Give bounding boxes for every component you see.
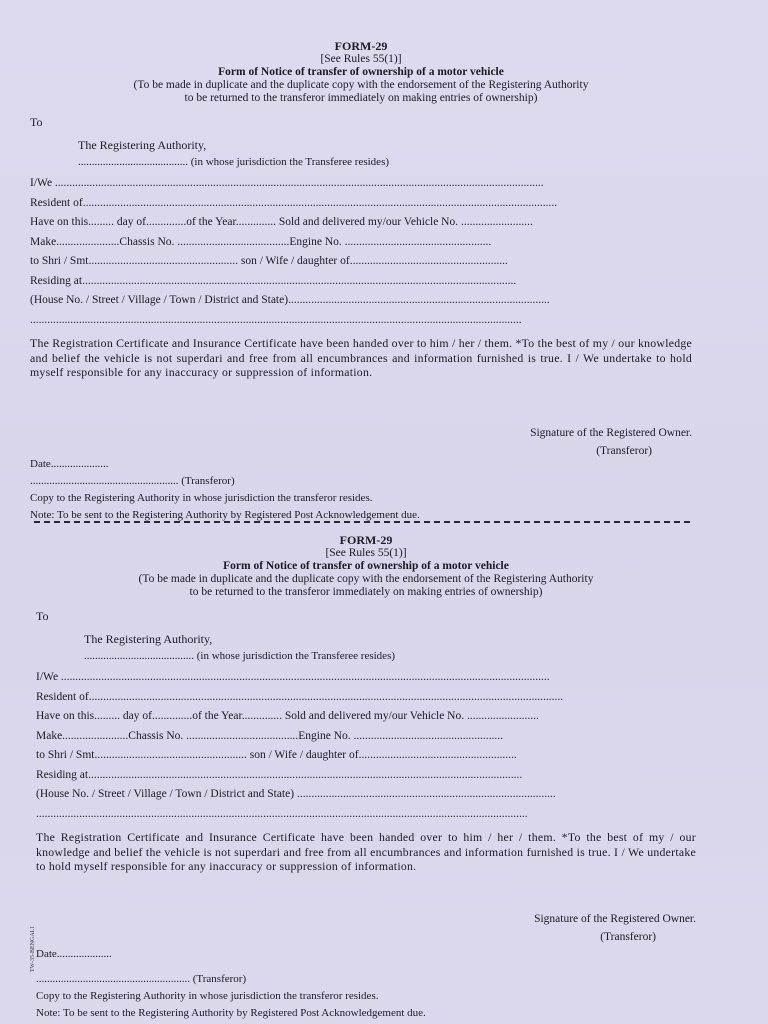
registering-authority: The Registering Authority, xyxy=(78,138,207,152)
transferor-signature-line: ...................................................... (Transferor) xyxy=(30,474,235,487)
iwe-field: I/We .......................................................................................................................................................................... xyxy=(30,177,544,189)
transferee-name-field: to Shri / Smt..................................................... son / Wife / daughter of....................................................... xyxy=(36,749,517,761)
sale-date-vehicle-field: Have on this......... day of..............of the Year.............. Sold and delivered my/our Vehicle No. ......................... xyxy=(30,216,533,228)
form-heading: Form of Notice of transfer of ownership of a motor vehicle xyxy=(218,66,504,78)
form-rules: [See Rules 55(1)] xyxy=(320,53,402,65)
jurisdiction-line: ........................................ (in whose jurisdiction the Transferee resides) xyxy=(84,650,396,662)
make-chassis-engine-field: Make......................Chassis No. .......................................Engine No. ................................................... xyxy=(30,235,492,248)
postal-note: Note: To be sent to the Registering Authority by Registered Post Acknowledgement due. xyxy=(36,1006,426,1019)
form-29-original xyxy=(30,40,692,524)
owner-signature-label: Signature of the Registered Owner. xyxy=(530,426,692,439)
print-code: TW-35-BENGALI xyxy=(30,926,36,972)
form-29-duplicate xyxy=(36,534,696,1022)
postal-note: Note: To be sent to the Registering Authority by Registered Post Acknowledgement due. xyxy=(30,508,420,521)
form-title: FORM-29 xyxy=(339,533,393,547)
transferor-label: (Transferor) xyxy=(596,444,652,457)
transferor-label: (Transferor) xyxy=(600,930,656,943)
form-subheading-line-1: (To be made in duplicate and the duplicate copy with the endorsement of the Registering Authority xyxy=(133,79,589,91)
to-label: To xyxy=(36,609,49,623)
transferee-name-field: to Shri / Smt.................................................... son / Wife / daughter of....................................................... xyxy=(30,255,508,267)
owner-signature-label: Signature of the Registered Owner. xyxy=(534,912,696,925)
address-continuation: ........................................................................................................................................................................... xyxy=(36,807,528,820)
copy-note: Copy to the Registering Authority in whose jurisdiction the transferor resides. xyxy=(30,491,373,504)
jurisdiction-line: ........................................ (in whose jurisdiction the Transferee resides) xyxy=(78,156,390,168)
iwe-field: I/We .......................................................................................................................................................................... xyxy=(36,671,550,683)
form-title: FORM-29 xyxy=(334,39,388,53)
make-chassis-engine-field: Make.......................Chassis No. .......................................Engine No. .................................................... xyxy=(36,729,504,742)
copy-note: Copy to the Registering Authority in whose jurisdiction the transferor resides. xyxy=(36,989,379,1002)
date-field: Date..................... xyxy=(30,457,109,470)
sale-date-vehicle-field: Have on this......... day of..............of the Year.............. Sold and delivered my/our Vehicle No. ......................... xyxy=(36,710,539,722)
registering-authority: The Registering Authority, xyxy=(84,632,213,646)
declaration-paragraph: The Registration Certificate and Insurance Certificate have been handed over to him / her / them. *To the best of my / our knowledge and belief the vehicle is not superdari and free from all encumbrances and information furnished is true. I / We undertake to hold myself responsible for any inaccuracy or suppression of information. xyxy=(36,830,696,873)
address-field: (House No. / Street / Village / Town / District and State) .......................................................................................... xyxy=(36,788,556,800)
address-continuation: ........................................................................................................................................................................... xyxy=(30,313,522,326)
resident-field: Resident of..................................................................................................................................................................... xyxy=(36,690,564,703)
residing-field: Residing at....................................................................................................................................................... xyxy=(30,274,517,287)
resident-field: Resident of..................................................................................................................................................................... xyxy=(30,196,558,209)
date-field: Date.................... xyxy=(36,947,112,960)
form-subheading-line-2: to be returned to the transferor immediately on making entries of ownership) xyxy=(189,586,543,598)
cut-line-separator xyxy=(34,521,690,523)
form-rules: [See Rules 55(1)] xyxy=(325,547,407,559)
address-field: (House No. / Street / Village / Town / District and State)........................................................................................... xyxy=(30,294,550,306)
form-subheading-line-1: (To be made in duplicate and the duplicate copy with the endorsement of the Registering Authority xyxy=(138,573,594,585)
declaration-paragraph: The Registration Certificate and Insurance Certificate have been handed over to him / her / them. *To the best of my / our knowledge and belief the vehicle is not superdari and free from all encumbrances and information furnished is true. I / We undertake to hold myself responsible for any inaccuracy or suppression of information. xyxy=(30,336,692,379)
residing-field: Residing at....................................................................................................................................................... xyxy=(36,768,523,781)
form-subheading-line-2: to be returned to the transferor immediately on making entries of ownership) xyxy=(184,92,538,104)
to-label: To xyxy=(30,115,43,129)
form-heading: Form of Notice of transfer of ownership of a motor vehicle xyxy=(223,560,509,572)
transferor-signature-line: ........................................................ (Transferor) xyxy=(36,972,247,985)
